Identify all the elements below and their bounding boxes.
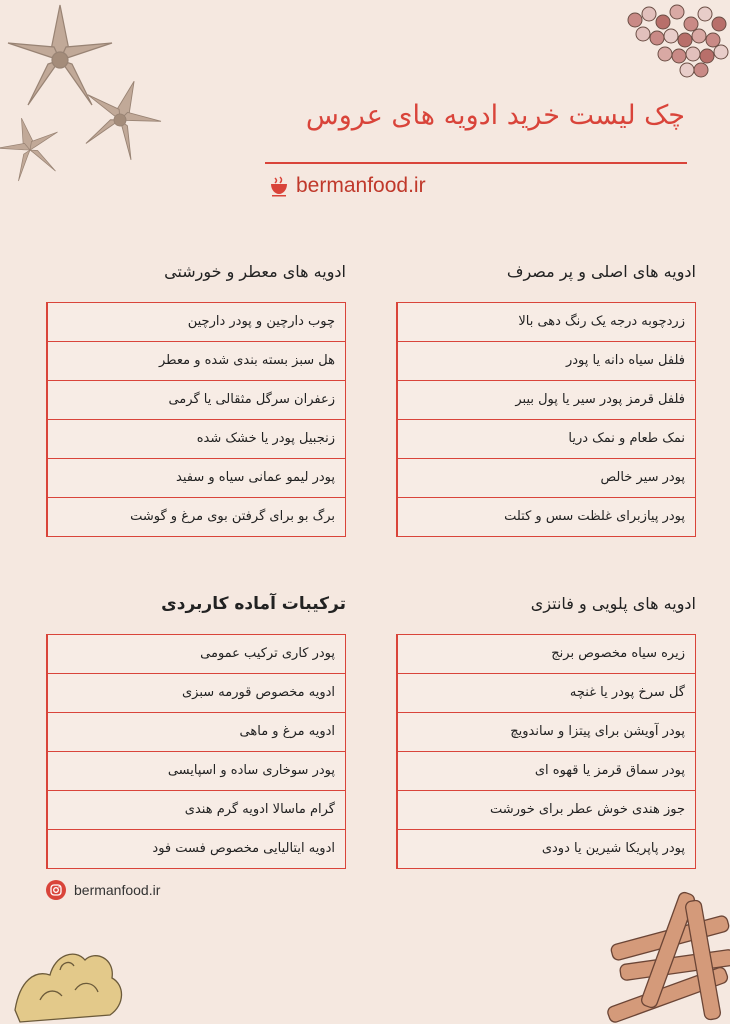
checkbox[interactable] xyxy=(47,635,100,673)
item-label: پودر سماق قرمز یا قهوه ای xyxy=(534,763,685,778)
checklist-row xyxy=(397,497,695,536)
checklist xyxy=(396,634,696,869)
checklist-row xyxy=(47,419,345,458)
checkbox[interactable] xyxy=(47,674,100,712)
checklist-row xyxy=(47,497,345,536)
ginger-illustration xyxy=(0,930,135,1024)
checklist-row xyxy=(397,673,695,712)
instagram-icon xyxy=(46,880,66,900)
item-label: ادویه مخصوص قورمه سبزی xyxy=(181,685,335,700)
section-title: ادویه های اصلی و پر مصرف xyxy=(506,262,696,281)
item-label: جوز هندی خوش عطر برای خورشت xyxy=(490,802,685,817)
checkbox[interactable] xyxy=(397,791,450,829)
checklist-row xyxy=(47,380,345,419)
section-ready-mixes xyxy=(46,594,346,869)
checklist-row xyxy=(47,458,345,497)
checklist-row xyxy=(47,829,345,868)
page-title: چک لیست خرید ادویه های عروس xyxy=(305,100,685,131)
item-label: زنجبیل پودر یا خشک شده xyxy=(196,431,335,446)
checklist-row xyxy=(47,751,345,790)
item-label: پودر لیمو عمانی سیاه و سفید xyxy=(176,470,335,485)
item-label: فلفل سیاه دانه یا پودر xyxy=(565,353,685,368)
item-label: هل سبز بسته بندی شده و معطر xyxy=(158,353,335,368)
checkbox[interactable] xyxy=(47,381,100,419)
cinnamon-sticks-illustration xyxy=(600,880,730,1024)
item-label: ادویه مرغ و ماهی xyxy=(239,724,335,739)
brand-header[interactable] xyxy=(268,172,426,200)
checkbox[interactable] xyxy=(397,459,450,497)
footer-link[interactable]: bermanfood.ir xyxy=(74,882,161,898)
checkbox[interactable] xyxy=(397,498,450,536)
title-divider xyxy=(265,162,687,164)
checkbox[interactable] xyxy=(397,303,450,341)
section-main-spices xyxy=(396,262,696,537)
checklist xyxy=(46,302,346,537)
checkbox[interactable] xyxy=(47,713,100,751)
item-label: پودر پیازبرای غلظت سس و کتلت xyxy=(504,509,685,524)
peppercorn-illustration xyxy=(615,0,730,85)
star-anise-illustration xyxy=(0,0,170,190)
item-label: زعفران سرگل مثقالی یا گرمی xyxy=(168,392,335,407)
checklist xyxy=(396,302,696,537)
checklist-row xyxy=(47,635,345,673)
brand-logo-icon xyxy=(268,175,290,197)
section-title: ادویه های معطر و خورشتی xyxy=(164,262,346,281)
item-label: پودر کاری ترکیب عمومی xyxy=(200,646,335,661)
checkbox[interactable] xyxy=(47,459,100,497)
checkbox[interactable] xyxy=(397,381,450,419)
item-label: زردچوبه درجه یک رنگ دهی بالا xyxy=(518,314,685,329)
checklist-row xyxy=(397,419,695,458)
item-label: فلفل قرمز پودر سیر یا پول بیبر xyxy=(515,392,685,407)
item-label: پودر پاپریکا شیرین یا دودی xyxy=(541,841,685,856)
checklist xyxy=(46,634,346,869)
checklist-row xyxy=(47,341,345,380)
checklist-row xyxy=(397,341,695,380)
checkbox[interactable] xyxy=(47,498,100,536)
checkbox[interactable] xyxy=(47,420,100,458)
checkbox[interactable] xyxy=(397,830,450,868)
checklist-row xyxy=(47,790,345,829)
item-label: برگ بو برای گرفتن بوی مرغ و گوشت xyxy=(130,509,335,524)
item-label: گرام ماسالا ادویه گرم هندی xyxy=(184,802,335,817)
section-aromatic-spices xyxy=(46,262,346,537)
checklist-row xyxy=(397,751,695,790)
section-rice-spices xyxy=(396,594,696,869)
checklist-row xyxy=(397,712,695,751)
checkbox[interactable] xyxy=(397,752,450,790)
checkbox[interactable] xyxy=(397,342,450,380)
item-label: نمک طعام و نمک دریا xyxy=(568,431,685,446)
checkbox[interactable] xyxy=(47,830,100,868)
checklist-row xyxy=(397,790,695,829)
checkbox[interactable] xyxy=(397,674,450,712)
checkbox[interactable] xyxy=(47,752,100,790)
checkbox[interactable] xyxy=(397,635,450,673)
item-label: پودر سوخاری ساده و اسپایسی xyxy=(167,763,335,778)
checkbox[interactable] xyxy=(397,420,450,458)
checklist-row xyxy=(397,458,695,497)
checklist-row xyxy=(397,303,695,341)
checklist-row xyxy=(397,635,695,673)
item-label: ادویه ایتالیایی مخصوص فست فود xyxy=(152,841,335,856)
item-label: پودر آویشن برای پیتزا و ساندویچ xyxy=(510,724,685,739)
brand-site-link[interactable]: bermanfood.ir xyxy=(296,174,426,197)
section-title: ترکیبات آماده کاربردی xyxy=(161,594,346,614)
checkbox[interactable] xyxy=(47,791,100,829)
checklist-row xyxy=(397,829,695,868)
checklist-row xyxy=(397,380,695,419)
checklist-row xyxy=(47,712,345,751)
footer-instagram[interactable] xyxy=(46,880,160,900)
checkbox[interactable] xyxy=(47,303,100,341)
item-label: زیره سیاه مخصوص برنج xyxy=(551,646,685,661)
checkbox[interactable] xyxy=(47,342,100,380)
checklist-row xyxy=(47,303,345,341)
checkbox[interactable] xyxy=(397,713,450,751)
section-title: ادویه های پلویی و فانتزی xyxy=(530,594,696,613)
item-label: چوب دارچین و پودر دارچین xyxy=(187,314,335,329)
item-label: پودر سیر خالص xyxy=(600,470,685,485)
item-label: گل سرخ پودر یا غنچه xyxy=(569,685,685,700)
checklist-row xyxy=(47,673,345,712)
